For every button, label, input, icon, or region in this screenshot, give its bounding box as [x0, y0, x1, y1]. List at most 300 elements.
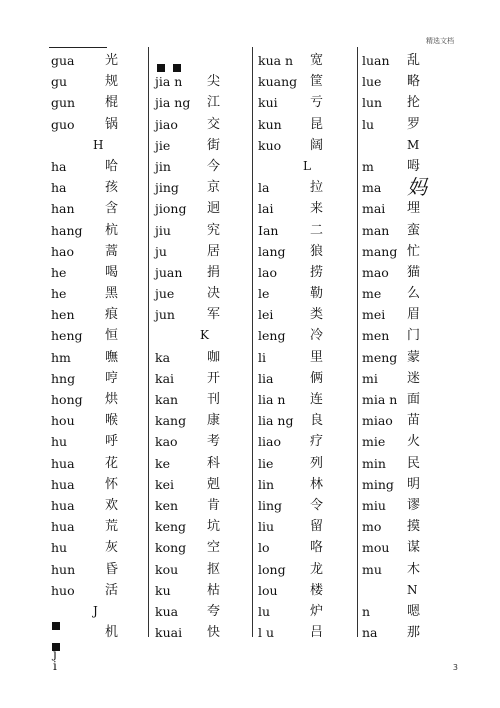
pinyin-entry [51, 516, 147, 537]
pinyin-entry [362, 389, 462, 410]
pinyin-entry [51, 198, 147, 219]
hanzi-character: 拉 [310, 180, 324, 196]
pinyin-text: lai [258, 201, 274, 217]
pinyin-text: hou [51, 413, 75, 429]
hanzi-character: 快 [207, 625, 221, 641]
pinyin-entry [362, 495, 462, 516]
pinyin-entry [51, 495, 147, 516]
pinyin-entry [155, 410, 255, 431]
hanzi-character: 黑 [105, 286, 119, 302]
pinyin-text: lue [362, 74, 382, 90]
pinyin-entry [362, 410, 462, 431]
pinyin-text: hua [51, 476, 75, 492]
pinyin-text: kou [155, 561, 179, 577]
pinyin-text: ha [51, 158, 67, 174]
pinyin-entry [155, 516, 255, 537]
pinyin-text: man [362, 222, 390, 238]
pinyin-entry [155, 389, 255, 410]
pinyin-text: jiao [155, 116, 178, 132]
hanzi-character: 烘 [105, 392, 119, 407]
hanzi-character: 列 [310, 455, 324, 471]
pinyin-text: lia ng [258, 413, 294, 429]
pinyin-text: hun [51, 561, 76, 577]
pinyin-text: kai [155, 370, 175, 386]
hanzi-character: 锅 [105, 116, 119, 132]
hanzi-character: 宽 [310, 53, 324, 68]
marker-square [157, 57, 189, 76]
hanzi-character: 今 [207, 158, 221, 174]
pinyin-entry [362, 537, 462, 558]
pinyin-text: lu [362, 116, 375, 132]
hanzi-character: 科 [207, 455, 221, 471]
pinyin-entry [362, 516, 462, 537]
hanzi-character: 略 [407, 74, 421, 90]
pinyin-entry [258, 198, 358, 219]
hanzi-character: 里 [310, 349, 324, 365]
pinyin-entry [258, 50, 358, 71]
hanzi-character: 面 [407, 392, 421, 407]
pinyin-text: jue [155, 286, 175, 302]
pinyin-entry [51, 262, 147, 283]
pinyin-text: lie [258, 455, 274, 471]
pinyin-text: gua [51, 53, 75, 68]
trailing-char: j [53, 647, 57, 661]
pinyin-entry [362, 50, 462, 71]
hanzi-character: 蒿 [105, 243, 119, 259]
pinyin-entry [258, 304, 358, 325]
hanzi-character: 江 [207, 95, 221, 111]
hanzi-character: 令 [310, 497, 324, 513]
pinyin-text: ha [51, 180, 67, 196]
pinyin-text: guo [51, 116, 75, 132]
hanzi-character: 尖 [207, 74, 221, 90]
pinyin-text: kua [155, 603, 179, 619]
pinyin-text: leng [258, 328, 286, 344]
pinyin-text: kong [155, 540, 187, 556]
pinyin-entry [362, 474, 462, 495]
pinyin-entry [362, 622, 462, 643]
pinyin-text: kui [258, 95, 278, 111]
hanzi-character: 杭 [105, 222, 119, 238]
pinyin-text: huo [51, 582, 75, 598]
hanzi-character: 迷 [407, 370, 421, 386]
pinyin-entry [155, 368, 255, 389]
pinyin-entry [51, 50, 147, 71]
pinyin-text: gu [51, 74, 68, 90]
pinyin-entry [155, 601, 255, 622]
pinyin-text: lang [258, 243, 286, 259]
hanzi-character: 咖 [207, 349, 221, 365]
pinyin-entry [155, 114, 255, 135]
pinyin-entry [51, 71, 147, 92]
header-label: 精选文档 [426, 37, 454, 45]
pinyin-text: mia n [362, 392, 398, 407]
pinyin-entry [51, 453, 147, 474]
pinyin-text: lu [258, 603, 271, 619]
pinyin-entry [362, 71, 462, 92]
pinyin-entry [258, 347, 358, 368]
hanzi-character: 眉 [407, 307, 421, 323]
pinyin-text: he [51, 286, 67, 302]
pinyin-entry [51, 177, 147, 198]
hanzi-character: 连 [310, 392, 324, 407]
trailing-text [53, 648, 57, 672]
pinyin-entry [258, 114, 358, 135]
hanzi-character: 忙 [407, 243, 421, 259]
hanzi-character: 类 [310, 307, 324, 323]
pinyin-entry [258, 368, 358, 389]
pinyin-entry [51, 325, 147, 346]
pinyin-text: mo [362, 519, 382, 535]
hanzi-character: 火 [407, 434, 421, 450]
pinyin-text: mei [362, 307, 386, 323]
pinyin-text: kuo [258, 137, 282, 153]
pinyin-text: lo [258, 540, 270, 556]
pinyin-text: mou [362, 540, 390, 556]
pinyin-entry [155, 198, 255, 219]
trailing-char: i [53, 659, 57, 673]
pinyin-text: kao [155, 434, 178, 450]
hanzi-character: 怀 [105, 476, 119, 492]
pinyin-text: mai [362, 201, 386, 217]
hanzi-character: 捞 [310, 264, 324, 280]
hanzi-character: 埋 [407, 201, 421, 217]
hanzi-character: 乱 [407, 53, 421, 68]
pinyin-text: hong [51, 392, 83, 407]
pinyin-entry [258, 220, 358, 241]
column-divider [148, 47, 149, 637]
pinyin-entry [362, 304, 462, 325]
pinyin-entry [155, 92, 255, 113]
hanzi-character: 嘸 [105, 349, 119, 365]
pinyin-entry [51, 283, 147, 304]
hanzi-character: 康 [207, 413, 221, 429]
pinyin-entry [51, 304, 147, 325]
pinyin-entry [362, 325, 462, 346]
pinyin-text: kuai [155, 625, 183, 641]
hanzi-character: 吕 [310, 625, 324, 641]
pinyin-entry [51, 156, 147, 177]
pinyin-text: long [258, 561, 286, 577]
pinyin-entry [258, 71, 358, 92]
hanzi-character: 坑 [207, 519, 221, 535]
pinyin-text: kun [258, 116, 282, 132]
pinyin-entry [155, 135, 255, 156]
hanzi-character: 苗 [407, 413, 421, 429]
hanzi-character: 空 [207, 540, 221, 556]
pinyin-entry [258, 474, 358, 495]
pinyin-column-3 [258, 50, 358, 643]
hanzi-character: 捐 [207, 264, 221, 280]
hanzi-character: 街 [207, 137, 221, 153]
pinyin-entry [51, 474, 147, 495]
pinyin-text: men [362, 328, 390, 344]
pinyin-entry [258, 537, 358, 558]
hanzi-character: 咯 [310, 540, 324, 556]
hanzi-character: 嗯 [407, 603, 421, 619]
hanzi-character: 喝 [105, 264, 119, 280]
hanzi-character: 良 [310, 413, 324, 429]
pinyin-entry [155, 559, 255, 580]
pinyin-text: ke [155, 455, 170, 471]
pinyin-text: mang [362, 243, 398, 259]
hanzi-character: 抡 [407, 95, 421, 111]
hanzi-character: 决 [207, 286, 221, 302]
pinyin-text: li [258, 349, 266, 365]
pinyin-entry [362, 368, 462, 389]
hanzi-character: 呣 [407, 158, 421, 174]
hanzi-character: 蛮 [407, 222, 421, 238]
hanzi-character: 谬 [407, 497, 421, 513]
pinyin-text: meng [362, 349, 398, 365]
pinyin-entry [155, 220, 255, 241]
pinyin-text: jia ng [155, 95, 191, 111]
hanzi-character: 么 [407, 286, 421, 302]
pinyin-entry [51, 114, 147, 135]
pinyin-entry [362, 92, 462, 113]
pinyin-entry [155, 453, 255, 474]
pinyin-entry [362, 347, 462, 368]
pinyin-text: liu [258, 519, 275, 535]
hanzi-character: 夸 [207, 603, 221, 619]
pinyin-text: na [362, 625, 378, 641]
pinyin-entry [258, 559, 358, 580]
pinyin-text: lia [258, 370, 274, 386]
hanzi-character: 军 [207, 307, 221, 323]
pinyin-column-1 [51, 50, 147, 643]
pinyin-text: kan [155, 392, 179, 407]
pinyin-entry [51, 220, 147, 241]
pinyin-entry [155, 241, 255, 262]
pinyin-text: ku [155, 582, 171, 598]
pinyin-text: miu [362, 497, 386, 513]
hanzi-character: 究 [207, 222, 221, 238]
page-number: 3 [452, 663, 458, 672]
hanzi-character: 肯 [207, 497, 221, 513]
hanzi-character: 活 [105, 582, 119, 598]
pinyin-entry [362, 220, 462, 241]
pinyin-entry [51, 241, 147, 262]
pinyin-entry [51, 410, 147, 431]
pinyin-text: la [258, 180, 270, 196]
hanzi-character: 恒 [105, 328, 119, 344]
pinyin-text: hang [51, 222, 83, 238]
hanzi-character: 木 [407, 561, 421, 577]
pinyin-text: hen [51, 307, 75, 323]
pinyin-entry [155, 474, 255, 495]
hanzi-character: 猫 [407, 264, 421, 280]
pinyin-text: lun [362, 95, 383, 111]
hanzi-character: 龙 [310, 561, 324, 577]
pinyin-entry [258, 92, 358, 113]
section-letter: L [303, 158, 311, 173]
hanzi-character: 疗 [310, 434, 324, 450]
hanzi-character: 亏 [310, 95, 324, 111]
pinyin-text: hua [51, 519, 75, 535]
pinyin-text: jiu [155, 222, 171, 238]
pinyin-text: kei [155, 476, 174, 492]
hanzi-character: 哼 [105, 370, 119, 386]
hanzi-character: 花 [105, 455, 119, 471]
pinyin-text: le [258, 286, 270, 302]
hanzi-character: 昆 [310, 116, 324, 132]
hanzi-character: 考 [207, 434, 221, 450]
hanzi-character: 刊 [207, 392, 221, 407]
pinyin-text: me [362, 286, 382, 302]
pinyin-text: m [362, 158, 374, 174]
hanzi-character: 欢 [105, 497, 119, 513]
pinyin-entry [51, 580, 147, 601]
pinyin-entry [362, 241, 462, 262]
hanzi-character: 勒 [310, 286, 324, 302]
hanzi-character: 昏 [105, 561, 119, 577]
pinyin-entry [51, 389, 147, 410]
hanzi-character: 楼 [310, 582, 324, 598]
pinyin-text: juan [155, 264, 183, 280]
pinyin-entry [155, 262, 255, 283]
pinyin-entry [155, 495, 255, 516]
pinyin-text: he [51, 264, 67, 280]
hanzi-character: 哈 [105, 158, 119, 174]
pinyin-text: lou [258, 582, 278, 598]
pinyin-text: lei [258, 307, 274, 323]
pinyin-text: hu [51, 540, 68, 556]
pinyin-entry [258, 622, 358, 643]
pinyin-entry [258, 410, 358, 431]
hanzi-character: 居 [207, 243, 221, 259]
pinyin-text: l u [258, 625, 275, 641]
hanzi-character: 谋 [407, 540, 421, 556]
pinyin-text: ling [258, 497, 283, 513]
hanzi-character: 剋 [207, 476, 221, 492]
hanzi-character: 妈 [407, 175, 427, 200]
pinyin-text: ma [362, 180, 382, 196]
pinyin-entry [258, 241, 358, 262]
marker-square [52, 615, 68, 634]
pinyin-text: hao [51, 243, 75, 259]
pinyin-text: liao [258, 434, 281, 450]
section-heading [155, 325, 255, 346]
hanzi-character: 俩 [310, 370, 324, 386]
pinyin-text: miao [362, 413, 393, 429]
pinyin-entry [362, 453, 462, 474]
pinyin-text: jun [155, 307, 175, 323]
hanzi-character: 来 [310, 201, 324, 217]
pinyin-text: jin [155, 158, 171, 174]
pinyin-text: hua [51, 455, 75, 471]
hanzi-character: 京 [207, 180, 221, 196]
pinyin-text: jie [155, 137, 171, 153]
hanzi-character: 摸 [407, 519, 421, 535]
section-letter: J [93, 603, 98, 618]
hanzi-character: 筐 [310, 74, 324, 90]
pinyin-entry [258, 135, 358, 156]
pinyin-entry [155, 304, 255, 325]
pinyin-column-4 [362, 50, 462, 643]
hanzi-character: 喉 [105, 413, 119, 429]
pinyin-text: jia n [155, 74, 183, 90]
pinyin-text: ken [155, 497, 179, 513]
pinyin-text: kuang [258, 74, 298, 90]
pinyin-column-2 [155, 50, 255, 643]
pinyin-text: lin [258, 476, 275, 492]
hanzi-character: 阔 [310, 137, 324, 153]
pinyin-entry [155, 177, 255, 198]
pinyin-entry [155, 156, 255, 177]
pinyin-text: min [362, 455, 386, 471]
hanzi-character: 门 [407, 328, 421, 344]
pinyin-entry [258, 431, 358, 452]
hanzi-character: 蒙 [407, 349, 421, 365]
pinyin-entry [258, 516, 358, 537]
hanzi-character: 棍 [105, 95, 119, 111]
pinyin-entry [258, 262, 358, 283]
pinyin-entry [258, 283, 358, 304]
pinyin-entry [51, 368, 147, 389]
pinyin-text: kang [155, 413, 187, 429]
pinyin-entry [51, 559, 147, 580]
hanzi-character: 留 [310, 519, 324, 535]
hanzi-character: 二 [310, 222, 324, 238]
pinyin-text: mie [362, 434, 386, 450]
pinyin-text: ka [155, 349, 171, 365]
pinyin-entry [362, 431, 462, 452]
pinyin-entry [51, 347, 147, 368]
pinyin-text: hua [51, 497, 75, 513]
pinyin-entry [258, 177, 358, 198]
pinyin-entry [362, 601, 462, 622]
pinyin-entry [155, 537, 255, 558]
pinyin-entry [362, 559, 462, 580]
pinyin-entry [362, 156, 462, 177]
hanzi-character: 光 [105, 53, 119, 68]
pinyin-text: han [51, 201, 75, 217]
pinyin-entry [155, 431, 255, 452]
hanzi-character: 灰 [105, 540, 119, 556]
pinyin-text: jing [155, 180, 179, 196]
hanzi-character: 含 [105, 201, 119, 217]
hanzi-character: 规 [105, 74, 119, 90]
pinyin-text: mi [362, 370, 378, 386]
pinyin-text: lao [258, 264, 277, 280]
pinyin-text: ju [155, 243, 167, 259]
pinyin-text: lia n [258, 392, 286, 407]
pinyin-text: n [362, 603, 371, 619]
pinyin-entry [51, 431, 147, 452]
hanzi-character: 林 [310, 476, 324, 492]
pinyin-text: ming [362, 476, 394, 492]
hanzi-character: 枯 [207, 582, 221, 598]
hanzi-character: 抠 [207, 561, 221, 577]
section-letter: M [407, 137, 420, 152]
hanzi-character: 开 [207, 370, 221, 386]
pinyin-entry [258, 580, 358, 601]
pinyin-entry [258, 325, 358, 346]
section-heading [362, 580, 462, 601]
pinyin-text: keng [155, 519, 187, 535]
hanzi-character: 那 [407, 625, 421, 641]
hanzi-character: 炉 [310, 603, 324, 619]
section-letter: K [200, 328, 209, 343]
pinyin-entry [155, 347, 255, 368]
pinyin-entry [258, 601, 358, 622]
hanzi-character: 民 [407, 455, 421, 471]
pinyin-text: heng [51, 328, 83, 344]
pinyin-text: luan [362, 53, 390, 68]
top-rule [49, 47, 107, 48]
hanzi-character: 痕 [105, 307, 119, 323]
hanzi-character: 罗 [407, 116, 421, 132]
